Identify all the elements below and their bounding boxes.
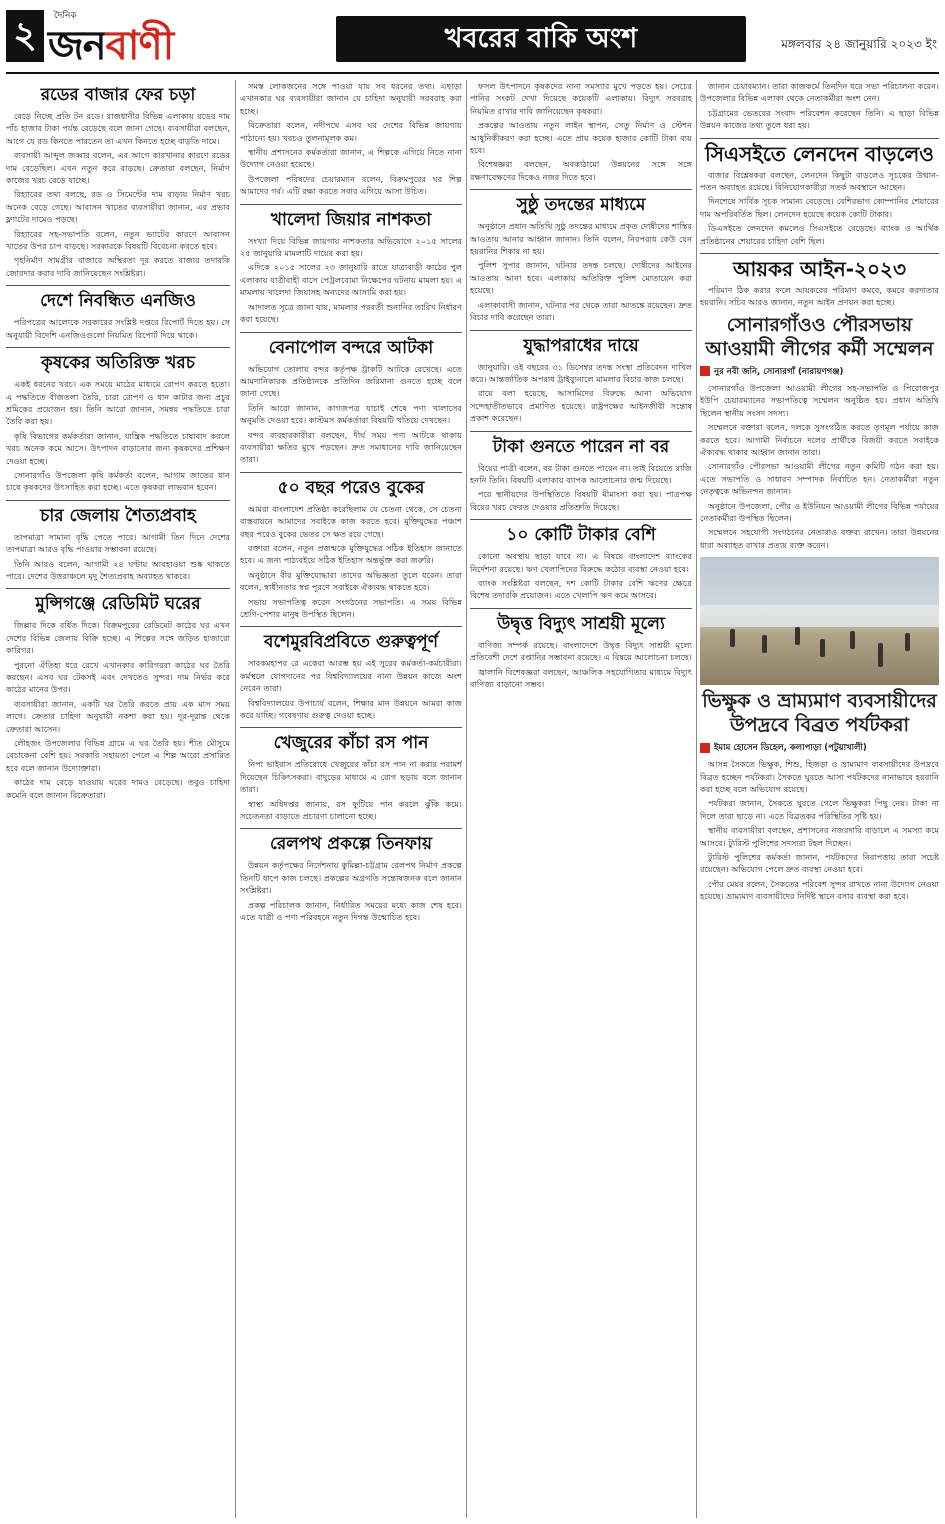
newspaper-logo bbox=[48, 14, 173, 81]
headline: ভিক্ষুক ও ভ্রাম্যমাণ ব্যবসায়ীদের উপদ্রবে বিব্রত পর্যটকরা bbox=[702, 690, 937, 737]
paragraph: পুরনো ঐতিহ্য ধরে রেখে এখানকার কারিগররা কাঠের ঘর তৈরি করছেন। এসব ঘর টেকসই এবং দেখতেও সুন্দর। দাম নির্ভর করে কাঠের মানের উপর। bbox=[6, 659, 230, 695]
column-divider bbox=[235, 80, 236, 1518]
paragraph: ডিএসইতে লেনদেন কমলেও সিএসইতে বেড়েছে। ব্যাংক ও আর্থিক প্রতিষ্ঠানের শেয়ারের চাহিদা বেশি ছিল। bbox=[700, 223, 939, 246]
paragraph: কৃষি বিভাগের কর্মকর্তারা জানান, যান্ত্রিক পদ্ধতিতে চাষাবাদ করলে খরচ অনেক কমে আসে। উৎপাদন বাড়ানোর জন্য কৃষকদের প্রশিক্ষণ দেওয়া হচ্ছে। bbox=[6, 430, 230, 466]
paragraph: বাজার বিশ্লেষকরা বলছেন, লেনদেন কিছুটা বাড়লেও সূচকের উত্থান-পতন অব্যাহত রয়েছে। বিনিয়োগকারীরা সতর্ক অবস্থানে আছেন। bbox=[700, 169, 939, 193]
headline: খেজুরের কাঁচা রস পান bbox=[240, 727, 462, 754]
beach-crowd-photo bbox=[700, 557, 939, 685]
paragraph: সংখ্যা দিয়ে বিভিন্ন জায়গায় নাশকতার অভিযোগে ২০১৫ সালের ২৫ জানুয়ারি মামলাটি দায়ের করা হয়। bbox=[240, 235, 462, 259]
paragraph: স্বাস্থ্য অধিদপ্তর জানায়, রস ফুটিয়ে পান করলে ঝুঁকি কমে। সচেতনতা বাড়াতে প্রচারণা চালানো হচ্ছে। bbox=[240, 798, 462, 822]
paragraph: স্থানীয় প্রশাসনের কর্মকর্তারা জানান, এ শিল্পকে এগিয়ে নিতে নানা উদ্যোগ নেওয়া হয়েছে। bbox=[240, 147, 462, 170]
photo-figure bbox=[905, 633, 910, 651]
paragraph: দিনশেষে সার্বিক সূচক সামান্য বেড়েছে। বেশিরভাগ কোম্পানির শেয়ারের দাম অপরিবর্তিত ছিল। লেনদেন হয়েছে কয়েক কোটি টাকার। bbox=[700, 196, 939, 219]
headline: খালেদা জিয়ার নাশকতা bbox=[240, 204, 462, 231]
headline: টাকা গুনতে পারেন না বর bbox=[470, 431, 692, 458]
paragraph: জানুয়ারি। ওই বছরের ৩১ ডিসেম্বর তদন্ত সংস্থা প্রতিবেদন দাখিল করে। আন্তর্জাতিক অপরাধ ট্রাইব্যুনালে মামলার বিচার কাজ চলছে। bbox=[470, 361, 692, 384]
paragraph: সম্মেলনে বক্তারা বলেন, দলকে সুসংগঠিত করতে তৃণমূল পর্যায়ে কাজ করতে হবে। আগামী নির্বাচনে দলের প্রার্থীকে বিজয়ী করতে সবাইকে ঐক্যবদ্ধ থাকার আহ্বান জানান তারা। bbox=[700, 422, 939, 457]
section-title: খবরের বাকি অংশ bbox=[336, 16, 746, 62]
paragraph: ফসল উৎপাদনে কৃষকদের নানা সমস্যার মুখে পড়তে হয়। সেচের পানির সংকট দেখা দিয়েছে কয়েকটি এলাকায়। বিদ্যুৎ সরবরাহ নিয়মিত রাখার দাবি জানিয়েছেন কৃষকরা। bbox=[470, 81, 692, 116]
paragraph: পরিপত্রের আলোকে সরকারের সংশ্লিষ্ট দপ্তরে রিপোর্ট দিতে হয়। সে অনুযায়ী বিদেশি এনজিওগুলো নিয়মিত রিপোর্ট দিয়ে থাকে। bbox=[6, 317, 230, 340]
photo-wave bbox=[700, 605, 939, 627]
column-divider bbox=[696, 80, 697, 1518]
headline: রডের বাজার ফের চড়া bbox=[40, 85, 196, 105]
byline bbox=[700, 741, 939, 755]
byline-text: ইমাম হোসেন ডিহেল, কলাপাড়া (পটুয়াখালী) bbox=[714, 743, 867, 754]
paragraph: রিহ্যাবের তথ্য বলছে, রড ও সিমেন্টের দাম বাড়ায় নির্মাণ খরচ অনেক বেড়ে গেছে। আবাসন খাতের ব্যবসায়ীরা জানান, এর প্রভাব ফ্ল্যাটের দামেও পড়ছে। bbox=[6, 189, 230, 225]
column-2 bbox=[240, 80, 462, 1520]
paragraph: ট্যুরিস্ট পুলিশের কর্মকর্তা জানান, পর্যটকদের নিরাপত্তায় তারা সচেষ্ট রয়েছেন। অভিযোগ পেলে দ্রুত ব্যবস্থা নেওয়া হবে। bbox=[700, 852, 939, 875]
page-number: ২ bbox=[6, 10, 44, 62]
paragraph: পর্যটকরা জানান, সৈকতে ঘুরতে গেলে ভিক্ষুকরা পিছু নেয়। টাকা না দিলে তারা ছাড়ে না। এতে বিব্রতকর পরিস্থিতির সৃষ্টি হয়। bbox=[700, 798, 939, 821]
paragraph: উন্নয়ন কর্তৃপক্ষের নির্দেশনায় কুমিল্লা-চট্টগ্রাম রেলপথ নির্মাণ প্রকল্পে তিনটি ধাপে কাজ চলছে। প্রকল্পের অগ্রগতি সন্তোষজনক বলে জানান সংশ্লিষ্টরা। bbox=[240, 860, 462, 896]
paragraph: নিপা ভাইরাস প্রতিরোধে খেজুরের কাঁচা রস পান না করার পরামর্শ দিয়েছেন চিকিৎসকরা। বাদুড়ের মাধ্যমে এ রোগ ছড়ায় বলে জানান তারা। bbox=[240, 759, 462, 795]
paragraph: অনুষ্ঠানে প্রধান অতিথি সুষ্ঠু তদন্তের মাধ্যমে প্রকৃত দোষীদের শাস্তির আওতায় আনার আহ্বান জানান। তিনি বলেন, নিরপরাধ কেউ যেন হয়রানির শিকার না হয়। bbox=[470, 221, 692, 257]
paragraph: সম্মেলনে সহযোগী সংগঠনের নেতারাও বক্তব্য রাখেন। তারা উন্নয়নের ধারা অব্যাহত রাখার প্রত্যয় ব্যক্ত করেন। bbox=[700, 527, 939, 550]
column-1 bbox=[6, 80, 230, 1520]
paragraph: প্রকল্প পরিচালক জানান, নির্ধারিত সময়ের মধ্যে কাজ শেষ হবে। এতে যাত্রী ও পণ্য পরিবহনে নতুন দিগন্ত উন্মোচিত হবে। bbox=[240, 899, 462, 923]
paragraph: সোনারগাঁও উপজেলা কৃষি কর্মকর্তা বলেন, আগাম জাতের ধান চাষে কৃষকদের উৎসাহিত করা হচ্ছে। এতে কৃষকরা লাভবান হবেন। bbox=[6, 469, 230, 493]
paragraph: বন্দর ব্যবহারকারীরা বলছেন, দীর্ঘ সময় পণ্য আটকে থাকায় ব্যবসায়ীরা ক্ষতির মুখে পড়ছেন। দ্রুত সমাধানের দাবি জানিয়েছেন তারা। bbox=[240, 429, 462, 465]
paragraph: উপজেলা পরিষদের চেয়ারম্যান বলেন, বিক্রমপুরের ঘর শিল্প আমাদের গর্ব। এটি রক্ষা করতে সবার এগিয়ে আসা উচিত। bbox=[240, 173, 462, 197]
paragraph: লৌহজং উপজেলার বিভিন্ন গ্রামে এ ঘর তৈরি হয়। শীত মৌসুমে বেচাকেনা বেশি হয়। সরকারি সহায়তা পেলে এ শিল্প আরো প্রসারিত হবে বলে জানান উদ্যোক্তারা। bbox=[6, 738, 230, 773]
headline: মুন্সিগঞ্জে রেডিমিট ঘরের bbox=[6, 588, 230, 615]
paragraph: প্রকল্পের আওতায় নতুন লাইন স্থাপন, সেতু নির্মাণ ও স্টেশন আধুনিকীকরণ করা হচ্ছে। এতে প্রায় কয়েক হাজার কোটি টাকা ব্যয় হবে। bbox=[470, 120, 692, 156]
logo-right: বাণী bbox=[105, 22, 174, 69]
headline: আয়কর আইন-২০২৩ bbox=[700, 253, 939, 280]
paragraph: বক্তারা বলেন, নতুন প্রজন্মকে মুক্তিযুদ্ধের সঠিক ইতিহাস জানাতে হবে। এ জন্য পাঠ্যবইয়ে সঠিক ইতিহাস অন্তর্ভুক্ত করা জরুরি। bbox=[240, 542, 462, 566]
paragraph: অনুষ্ঠানে উপজেলা, পৌর ও ইউনিয়ন আওয়ামী লীগের বিভিন্ন পর্যায়ের নেতাকর্মীরা উপস্থিত ছিলেন। bbox=[700, 500, 939, 523]
logo-left: জন bbox=[48, 22, 106, 69]
headline: বেনাপোল বন্দরে আটকা bbox=[240, 332, 462, 359]
dateline: মঙ্গলবার ২৪ জানুয়ারি ২০২৩ ইং bbox=[781, 37, 937, 51]
column-4 bbox=[700, 80, 939, 1520]
paragraph: পুলিশ সুপার জানান, ঘটনার তদন্ত চলছে। দোষীদের আইনের আওতায় আনা হবে। এলাকায় অতিরিক্ত পুলিশ মোতায়েন করা হয়েছে। bbox=[470, 260, 692, 296]
paragraph: জানান চেয়ারম্যান। তারা কাজকর্মে তিনদিন ধরে সভা পরিচালনা করেন। উপজেলার বিভিন্ন এলাকা থেকে নেতাকর্মীরা অংশ নেন। bbox=[700, 81, 939, 104]
paragraph: আদালত সূত্রে জানা যায়, মামলার পরবর্তী শুনানির তারিখ নির্ধারণ করা হয়েছে। bbox=[240, 301, 462, 325]
paragraph: ব্যবসায়ীরা জানান, একটি ঘর তৈরি করতে প্রায় এক মাস সময় লাগে। ক্রেতার চাহিদা অনুযায়ী নকশা করা হয়। দূর-দূরান্ত থেকে ক্রেতারা আসেন। bbox=[6, 698, 230, 734]
headline: যুদ্ধাপরাধের দায়ে bbox=[470, 330, 692, 357]
paragraph: পরিমাণ ঠিক করার ফলে আয়করের পরিমাণ কমবে, কমবে করদাতার হয়রানি। সচিব আরও জানান, নতুন আইন প্রণয়ন করা হচ্ছে। bbox=[700, 285, 939, 308]
paragraph: সারকমহাপর রে একেরা আরম্ভ হয় এই সুরের কর্মকর্তা-কর্মচারীরা। কর্মস্থলে যোগদানের পর বিশ্ববিদ্যালয়ের নানা উন্নয়ন কাজে অংশ নেবেন তারা। bbox=[240, 658, 462, 694]
paragraph: জিল্লার দিকে বর্ধিত দিকে। বিক্রমপুরের রেডিমেট কাঠের ঘর এখন দেশের বিভিন্ন জেলায় বিক্রি হচ্ছে। এ শিল্পের সঙ্গে জড়িত হাজারো কারিগর। bbox=[6, 620, 230, 656]
paragraph: ব্যাংক সংশ্লিষ্টরা বলছেন, দশ কোটি টাকার বেশি ঋণের ক্ষেত্রে বিশেষ তদারকি প্রয়োজন। এতে খেলাপি ঋণ কমে আসবে। bbox=[470, 577, 692, 601]
byline-marker-icon bbox=[700, 743, 710, 753]
paragraph: পৌর মেয়র বলেন, সৈকতের পরিবেশ সুন্দর রাখতে নানা উদ্যোগ নেওয়া হয়েছে। ভ্রাম্যমাণ ব্যবসায়ীদের নির্দিষ্ট স্থানে বসার ব্যবস্থা করা হবে। bbox=[700, 878, 939, 902]
paragraph: কাঠের দাম বেড়ে যাওয়ায় ঘরের দামও বেড়েছে। তবুও চাহিদা কমেনি বলে জানান বিক্রেতারা। bbox=[6, 777, 230, 800]
paragraph: চট্টগ্রামের ভেতরের সংবাদ পরিবেশন করেছেন তিনি। এ ছাড়া বিভিন্ন উন্নয়ন কাজের তথ্য তুলে ধরা হয়। bbox=[700, 107, 939, 131]
photo-figure bbox=[730, 629, 735, 647]
headline: ৫০ বছর পরেও বুকের bbox=[240, 472, 462, 499]
byline-marker-icon bbox=[700, 366, 710, 376]
masthead bbox=[0, 0, 945, 75]
paragraph: আমরা বাংলাদেশ প্রতিষ্ঠা করেছিলাম যে চেতনা থেকে, সে চেতনা বাস্তবায়নে আমাদের সবাইকে কাজ করতে হবে। মুক্তিযুদ্ধের পঞ্চাশ বছর পরেও বুকের ভেতর সে ক্ষত রয়ে গেছে। bbox=[240, 503, 462, 539]
logo-top-text: দৈনিক bbox=[54, 11, 77, 21]
paragraph: সোনারগাঁও পৌরসভা আওয়ামী লীগের নতুন কমিটি গঠন করা হয়। এতে সভাপতি ও সাধারণ সম্পাদক নির্বাচিত হন। নেতাকর্মীরা নতুন নেতৃত্বকে অভিনন্দন জানান। bbox=[700, 461, 939, 497]
byline-text: নুর নবী জনি, সোনারগাঁ (নারায়ণগঞ্জ) bbox=[714, 366, 844, 377]
paragraph: একই ধরনের খরচ। এক সময়ে মাঠের মাধ্যমে রোপণ করতে হতো। এ পদ্ধতিতে বীজতলা তৈরি, চারা রোপণ ও ধান কাটার জন্য প্রচুর শ্রমিকের প্রয়োজন হয়। তিনি আরো জানান, সমন্বয় পদ্ধতিতে চারা তৈরি করা হয়। bbox=[6, 379, 230, 427]
photo-figure bbox=[850, 631, 855, 649]
paragraph: বিশ্ববিদ্যালয়ের উপাচার্য বলেন, শিক্ষার মান উন্নয়নে আমরা কাজ করে যাচ্ছি। গবেষণায় গুরুত্ব দেওয়া হচ্ছে। bbox=[240, 697, 462, 721]
paragraph: রায়ে বলা হয়েছে, আসামিদের বিরুদ্ধে আনা অভিযোগ সন্দেহাতীতভাবে প্রমাণিত হয়েছে। রাষ্ট্রপক্ষের আইনজীবী সন্তোষ প্রকাশ করেছেন। bbox=[470, 388, 692, 424]
photo-figure bbox=[795, 627, 800, 645]
headline: সুষ্ঠু তদন্তের মাধ্যমে bbox=[470, 189, 692, 216]
headline: সোনারগাঁওও পৌরসভায় আওয়ামী লীগের কর্মী সম্মেলন bbox=[705, 313, 934, 360]
paragraph: বেড়ে নিচ্ছে প্রতি টন রডে। রাজধানীর বিভিন্ন এলাকায় রডের দাম পাঁচ হাজার টাকা পর্যন্ত বেড়েছে বলে জানা গেছে। ব্যবসায়ীরা বলছেন, আগে যে রড কিনতে পারতেন তা এখন কিনতে হচ্ছে বাড়তি দামে। bbox=[6, 111, 230, 146]
paragraph: অভিযোগ তোলায় বন্দর কর্তৃপক্ষ ট্রাকটি আটকে রেখেছে। এতে আমদানিকারক প্রতিষ্ঠানকে প্রতিদিন জরিমানা গুনতে হচ্ছে বলে জানা গেছে। bbox=[240, 363, 462, 399]
paragraph: তাপমাত্রা সামান্য বৃদ্ধি পেতে পারে। আগামী তিন দিনে দেশের তাপমাত্রা আরও বৃদ্ধি পাওয়ার সম্ভাবনা রয়েছে। bbox=[6, 531, 230, 555]
masthead-rule bbox=[6, 72, 939, 74]
paragraph: বিশেষজ্ঞরা বলছেন, অবকাঠামো উন্নয়নের সঙ্গে সঙ্গে রক্ষণাবেক্ষণের দিকেও নজর দিতে হবে। bbox=[470, 159, 692, 182]
paragraph: সমস্ত লোকজনের সঙ্গে পাওয়া যায় সব ধরনের তথ্য। এছাড়া এখানকার ঘর ব্যবসায়ীরা জানান যে চাহিদা অনুযায়ী সরবরাহ করা হচ্ছে। bbox=[240, 81, 462, 116]
paragraph: তিনি আরো জানান, কাগজপত্র যাচাই শেষে পণ্য খালাসের অনুমতি দেওয়া হবে। কাস্টমস কর্মকর্তারা বিষয়টি খতিয়ে দেখছেন। bbox=[240, 402, 462, 426]
paragraph: পরে স্থানীয়দের উপস্থিতিতে বিষয়টি মীমাংসা করা হয়। পাত্রপক্ষ বিয়ের খরচ ফেরত দেওয়ার প্রতিশ্রুতি দিয়েছে। bbox=[470, 489, 692, 512]
paragraph: জ্বালানি বিশেষজ্ঞরা বলছেন, আঞ্চলিক সহযোগিতার মাধ্যমে বিদ্যুৎ বাণিজ্য বাড়ানো সম্ভব। bbox=[470, 666, 692, 689]
headline: দেশে নিবন্ধিত এনজিও bbox=[6, 285, 230, 312]
paragraph: কোনো অবস্থায় ছাড়া যাবে না। এ বিষয়ে বাংলাদেশ ব্যাংকের নির্দেশনা রয়েছে। ঋণ খেলাপিদের বিরুদ্ধে কঠোর ব্যবস্থা নেওয়া হবে। bbox=[470, 551, 692, 574]
paragraph: গৃহনির্মাণ সামগ্রীর বাজারে অস্থিরতা দূর করতে বাজার তদারকি জোরদার করার দাবি জানিয়েছেন সংশ্লিষ্টরা। bbox=[6, 255, 230, 278]
headline: ১০ কোটি টাকার বেশি bbox=[470, 519, 692, 546]
photo-figure bbox=[878, 643, 883, 667]
paragraph: এদিকে ২০১৫ সালের ২৩ জানুয়ারি রাতে যাত্রাবাড়ী কাঠের পুল এলাকায় যাত্রীবাহী বাসে পেট্রলবোমা নিক্ষেপের ঘটনায় মামলা হয়। এ মামলায় খালেদা জিয়াসহ অন্যদের আসামি করা হয়। bbox=[240, 262, 462, 298]
paragraph: বিক্রেতারা বলেন, নদীপথে এসব ঘর দেশের বিভিন্ন জায়গায় পাঠানো হয়। খরচও তুলনামূলক কম। bbox=[240, 120, 462, 143]
headline: বশেমুরবিপ্রবিতে গুরুত্বপূর্ণ bbox=[240, 626, 462, 653]
headline: সিএসইতে লেনদেন বাড়লেও bbox=[700, 138, 939, 165]
headline: চার জেলায় শৈত্যপ্রবাহ bbox=[6, 500, 230, 527]
paragraph: রিহ্যাবের সহ-সভাপতি বলেন, নতুন ভ্যাটের কারণে আবাসন খাতের উপর চাপ বাড়ছে। সরকারকে বিষয়টি বিবেচনা করতে হবে। bbox=[6, 228, 230, 252]
column-3 bbox=[470, 80, 692, 1520]
paragraph: আসন্ন সৈকতে ভিক্ষুক, শিশু, হিজড়া ও ভ্রাম্যমাণ ব্যবসায়ীদের উপদ্রবে বিব্রত হচ্ছেন পর্যটকরা। সৈকতে ঘুরতে আসা পর্যটকদের নানাভাবে হয়রানি করা হচ্ছে বলে অভিযোগ রয়েছে। bbox=[700, 759, 939, 794]
paragraph: অনুষ্ঠানে বীর মুক্তিযোদ্ধারা তাদের অভিজ্ঞতা তুলে ধরেন। তারা বলেন, স্বাধীনতার স্বপ্ন পূরণে সবাইকে ঐক্যবদ্ধ থাকতে হবে। bbox=[240, 569, 462, 593]
headline: উদ্বৃত্ত বিদ্যুৎ সাশ্রয়ী মূল্যে bbox=[470, 608, 692, 635]
paragraph: স্থানীয় ব্যবসায়ীরা বলছেন, প্রশাসনের নজরদারি বাড়ালে এ সমস্যা কমে আসবে। ট্যুরিস্ট পুলিশের সদস্যরা টহল দিচ্ছেন। bbox=[700, 825, 939, 848]
paragraph: এলাকাবাসী জানান, ঘটনার পর থেকে তারা আতঙ্কে রয়েছেন। দ্রুত বিচার দাবি করেছেন তারা। bbox=[470, 299, 692, 323]
paragraph: সোনারগাঁও উপজেলা আওয়ামী লীগের সহ-সভাপতি ও পিরোজপুর ইউপি চেয়ারম্যানের সভাপতিত্বে সম্মেলন অনুষ্ঠিত হয়। প্রধান অতিথি ছিলেন স্থানীয় সংসদ সদস্য। bbox=[700, 382, 939, 418]
paragraph: সভায় সভাপতিত্ব করেন সংগঠনের সভাপতি। এ সময় বিভিন্ন শ্রেণি-পেশার মানুষ উপস্থিত ছিলেন। bbox=[240, 596, 462, 619]
headline: রেলপথ প্রকল্পে তিনফায় bbox=[240, 828, 462, 855]
paragraph: তিনি আরও বলেন, আগামী ২৪ ঘণ্টায় আবহাওয়া শুষ্ক থাকতে পারে। দেশের উত্তরাঞ্চলে মৃদু শৈত্যপ্রবাহ অব্যাহত থাকবে। bbox=[6, 558, 230, 581]
byline bbox=[700, 365, 939, 379]
headline: কৃষকের অতিরিক্ত খরচ bbox=[6, 347, 230, 374]
photo-figure bbox=[762, 635, 767, 653]
photo-figure bbox=[820, 639, 825, 657]
paragraph: বিয়ের পাত্রী বলেন, বর টাকা গুনতে পারেন না। তাই বিয়েতে রাজি হননি তিনি। বিষয়টি এলাকায় ব্যাপক আলোচনার জন্ম দিয়েছে। bbox=[470, 462, 692, 485]
paragraph: ব্যবসায়ী আব্দুল জব্বার বলেন, এর আগে কারখানার কারণে রডের দাম বেড়েছিল। এখন নতুন করে বাড়ছে। ক্রেতারা বলছেন, নির্মাণ কাজের খরচ বেড়ে যাচ্ছে। bbox=[6, 150, 230, 186]
paragraph: বাণিজ্য সম্পর্ক রয়েছে। বাংলাদেশে উদ্বৃত্ত বিদ্যুৎ সাশ্রয়ী মূল্যে প্রতিবেশী দেশে রপ্তানির সম্ভাবনা রয়েছে। এ বিষয়ে আলোচনা চলছে। bbox=[470, 639, 692, 663]
column-divider bbox=[466, 80, 467, 1518]
